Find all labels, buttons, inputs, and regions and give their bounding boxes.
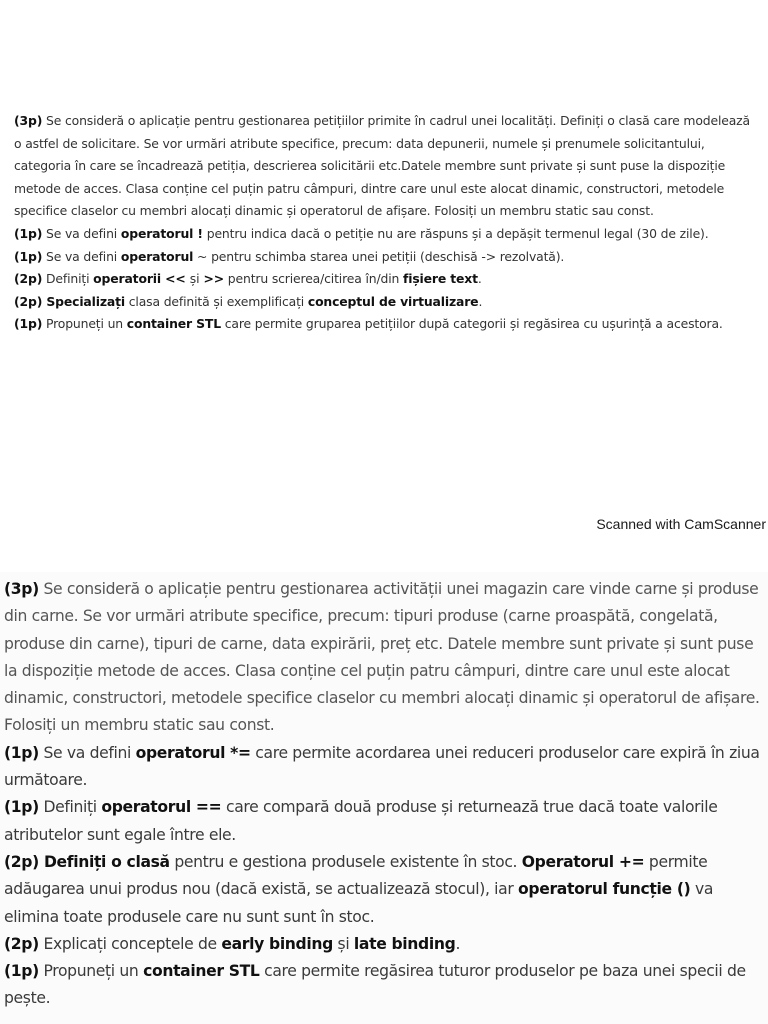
requirement-3-operator-tilde: (1p) Se va defini operatorul ~ pentru schimba starea unei petiții (deschisă -> rezolvată). <box>14 248 565 264</box>
requirement-1-class-meat-shop: (3p) Se consideră o aplicație pentru gestionarea activității unei magazin care vinde carne și produse din carne. Se vor urmări atribute specifice, precum: tipuri produse (carne proaspătă, congelată, produse din carne), tipuri de carne, data expirării, preț etc. Datele membre sunt private și sunt puse la dispoziție metode de acces. Clasa conține cel puțin patru câmpuri, dintre care unul este alocat dinamic, constructori, metodele specifice claselor cu membri alocați dinamic și operatorul de afișare. Folosiți un membru static sau const. <box>4 580 760 735</box>
scanned-with-camscanner-label: Scanned with CamScanner <box>596 516 766 532</box>
requirement-5-virtualization: (2p) Specializați clasa definită și exemplificați conceptul de virtualizare. <box>14 293 483 309</box>
requirement-1-class-petition: (3p) Se consideră o aplicație pentru gestionarea petițiilor primite în cadrul unei localități. Definiți o clasă care modelează o astfel de solicitare. Se vor urmări atribute specifice, precum: data depunerii, numele și prenumele solicitantului, categoria în care se încadrează petiția, descrierea solicitării etc.Datele membre sunt private și sunt puse la dispoziție metode de acces. Clasa conține cel puțin patru câmpuri, dintre care unul este alocat dinamic, constructori, metodele specifice claselor cu membri alocați dinamic și operatorul de afișare. Folosiți un membru static sau const. <box>14 113 750 219</box>
requirement-4-stock-class: (2p) Definiți o clasă pentru e gestiona produsele existente în stoc. Operatorul += permite adăugarea unui produs nou (dacă există, se actualizează stocul), iar operatorul funcție () va elimina toate produsele care nu sunt sunt în stoc. <box>4 852 714 926</box>
exam-subject-2 <box>4 576 764 1013</box>
requirement-6-stl-container: (1p) Propuneți un container STL care permite gruparea petițiilor după categorii și regăsirea cu ușurință a acestora. <box>14 316 723 332</box>
requirement-6-stl-container: (1p) Propuneți un container STL care permite regăsirea tuturor produselor pe baza unei specii de pește. <box>4 962 746 1008</box>
requirement-5-binding: (2p) Explicați conceptele de early binding și late binding. <box>4 934 461 953</box>
requirement-2-operator-times-equal: (1p) Se va defini operatorul *= care permite acordarea unei reduceri produselor care expiră în ziua următoare. <box>4 743 760 790</box>
requirement-4-stream-operators: (2p) Definiți operatorii << și >> pentru scrierea/citirea în/din fișiere text. <box>14 271 482 287</box>
requirement-2-operator-not: (1p) Se va defini operatorul ! pentru indica dacă o petiție nu are răspuns și a depășit termenul legal (30 de zile). <box>14 225 709 241</box>
requirement-3-operator-equal: (1p) Definiți operatorul == care compară două produse și returnează true dacă toate valorile atributelor sunt egale între ele. <box>4 798 718 844</box>
exam-subject-1 <box>14 110 758 336</box>
